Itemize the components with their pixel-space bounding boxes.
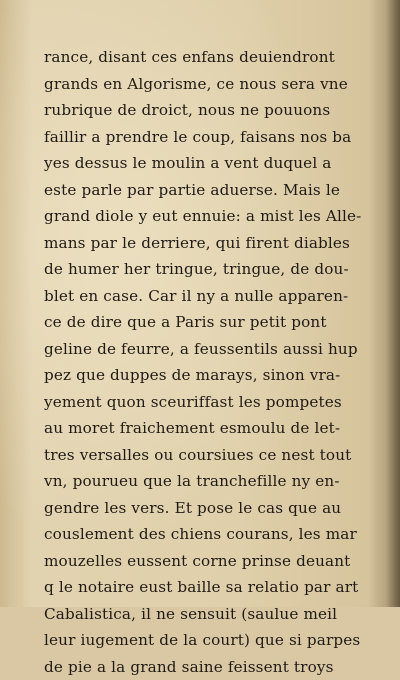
text-line: blet en case. Car il ny a nulle apparen- — [44, 283, 390, 310]
text-line: este parle par partie aduerse. Mais le — [44, 177, 390, 204]
text-line: geline de feurre, a feussentils aussi hup — [44, 336, 390, 363]
text-line: yes dessus le moulin a vent duquel a — [44, 150, 390, 177]
text-line: vn, pourueu que la tranchefille ny en- — [44, 468, 390, 495]
text-line: pez que duppes de marays, sinon vra- — [44, 362, 390, 389]
text-line: leur iugement de la court) que si parpes — [44, 627, 390, 654]
text-line: grands en Algorisme, ce nous sera vne — [44, 71, 390, 98]
text-line: Cabalistica, il ne sensuit (saulue meil — [44, 601, 390, 628]
text-line: gendre les vers. Et pose le cas que au — [44, 495, 390, 522]
text-line: grand diole y eut ennuie: a mist les Alle- — [44, 203, 390, 230]
text-line: yement quon sceuriffast les pompetes — [44, 389, 390, 416]
text-line: q le notaire eust baille sa relatio par art — [44, 574, 390, 601]
text-line: de humer her tringue, tringue, de dou- — [44, 256, 390, 283]
text-line: couslement des chiens courans, les mar — [44, 521, 390, 548]
text-line: rance, disant ces enfans deuiendront — [44, 44, 390, 71]
text-line: de pie a la grand saine feissent troys — [44, 654, 390, 680]
text-line: au moret fraichement esmoulu de let- — [44, 415, 390, 442]
text-line: mouzelles eussent corne prinse deuant — [44, 548, 390, 575]
text-block — [44, 44, 390, 680]
text-line: rubrique de droict, nous ne pouuons — [44, 97, 390, 124]
text-line: faillir a prendre le coup, faisans nos ba — [44, 124, 390, 151]
text-line: tres versalles ou coursiues ce nest tout — [44, 442, 390, 469]
text-line: mans par le derriere, qui firent diables — [44, 230, 390, 257]
text-line: ce de dire que a Paris sur petit pont — [44, 309, 390, 336]
